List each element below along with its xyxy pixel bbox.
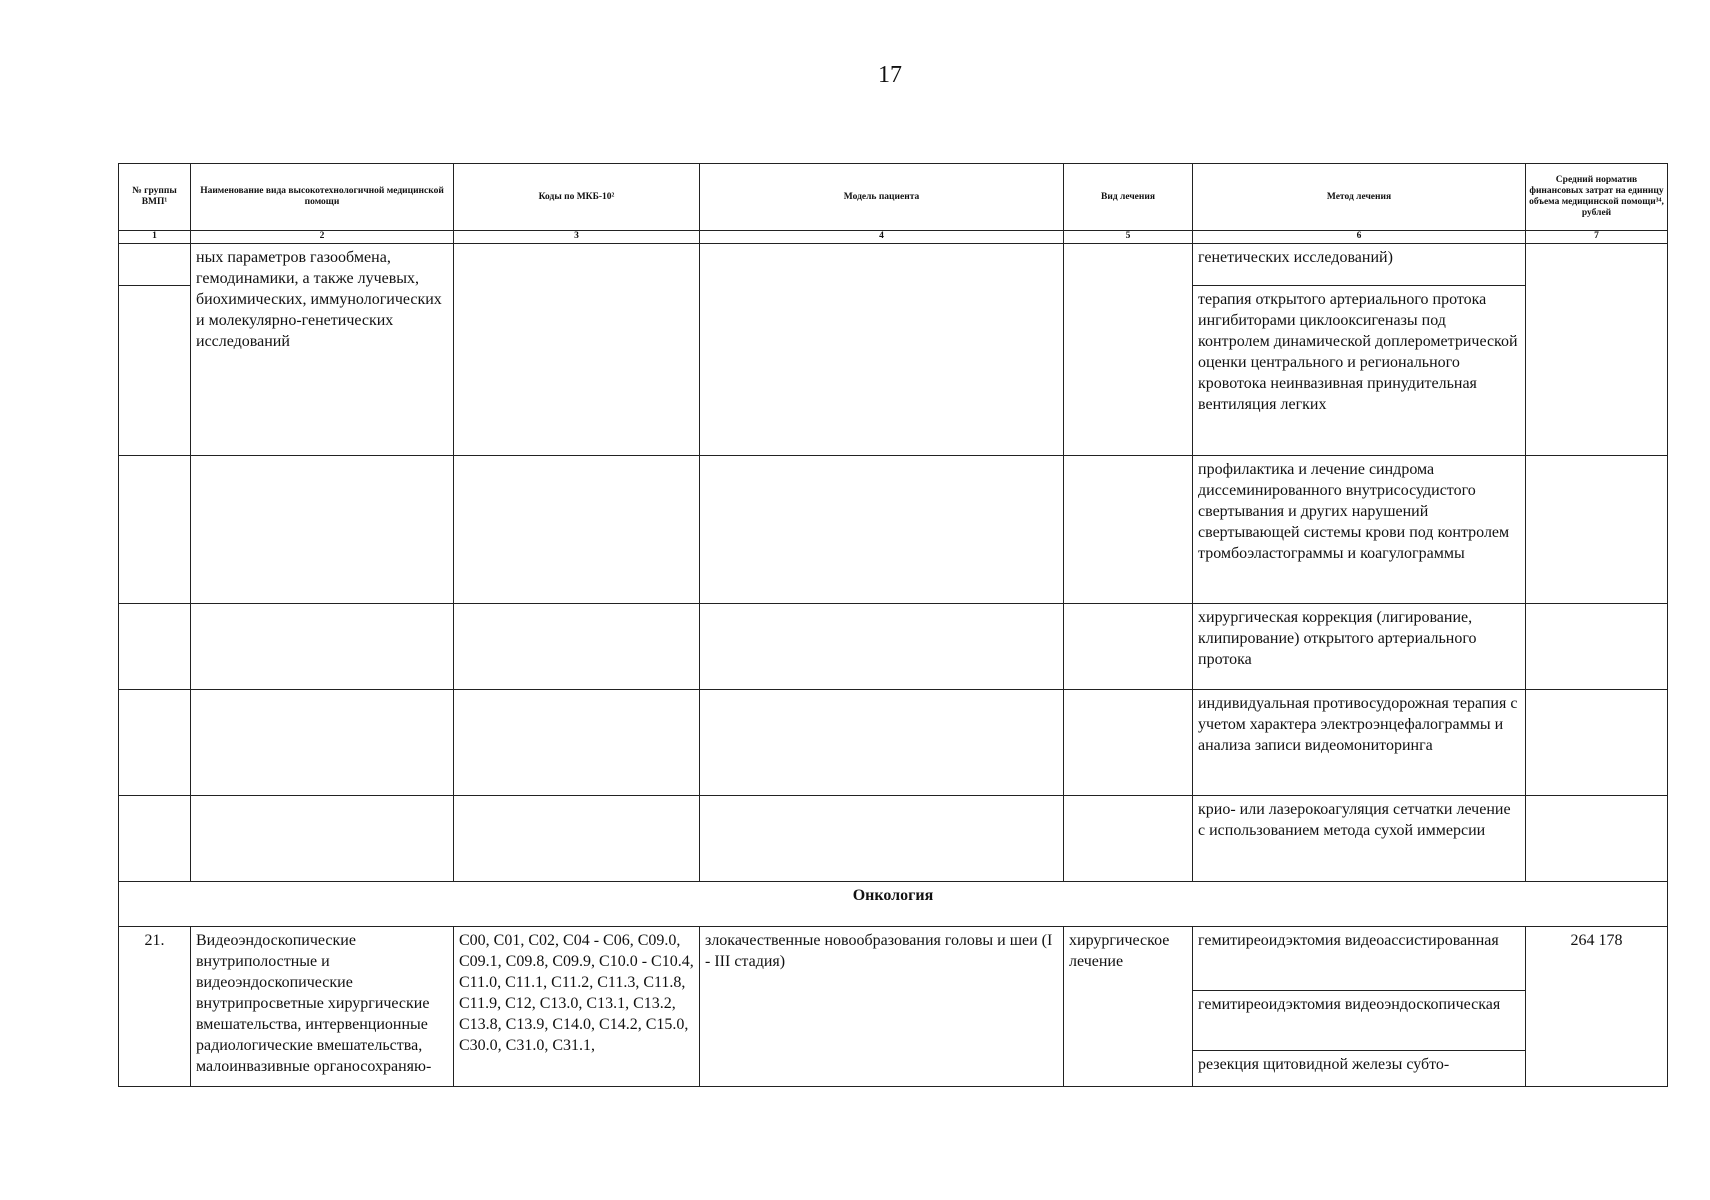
group-number: 21. — [119, 927, 191, 1087]
column-number: 7 — [1526, 231, 1668, 244]
header-name: Наименование вида высокотехнологичной медицинской помощи — [191, 164, 454, 231]
method-cell: гемитиреоидэктомия видеоассистированная — [1193, 927, 1526, 991]
method-cell: резекция щитовидной железы субто- — [1193, 1051, 1526, 1087]
header-row — [119, 164, 1668, 231]
page-number: 17 — [878, 62, 902, 88]
column-number: 6 — [1193, 231, 1526, 244]
method-cell: гемитиреоидэктомия видеоэндоскопическая — [1193, 991, 1526, 1051]
column-number: 1 — [119, 231, 191, 244]
cost-value: 264 178 — [1526, 927, 1668, 1087]
header-treatment-type: Вид лечения — [1064, 164, 1193, 231]
group-name: Видеоэндоскопические внутриполостные и видеоэндоскопические внутрипросветные хирургические вмешательства, интервенционные радиологические вмешательства, малоинвазивные органосохраняю- — [191, 927, 454, 1087]
table-row — [119, 604, 1668, 690]
column-number: 3 — [454, 231, 700, 244]
column-number: 2 — [191, 231, 454, 244]
icd-codes: C00, C01, C02, C04 - C06, C09.0, C09.1, C09.8, C09.9, C10.0 - C10.4, C11.0, C11.1, C11.2, C11.3, C11.8, C11.9, C12, C13.0, C13.1, C13.2, C13.8, C13.9, C14.0, C14.2, C15.0, C30.0, C31.0, C31.1, — [454, 927, 700, 1087]
method-cell: профилактика и лечение синдрома диссеминированного внутрисосудистого свертывания и других нарушений свертывающей системы крови под контролем тромбоэластограммы и коагулограммы — [1193, 456, 1526, 604]
vmp-table — [118, 163, 1668, 1087]
header-treatment-method: Метод лечения — [1193, 164, 1526, 231]
header-icd-codes: Коды по МКБ-10² — [454, 164, 700, 231]
header-group-number: № группы ВМП¹ — [119, 164, 191, 231]
table-row — [119, 796, 1668, 882]
header-cost: Средний норматив финансовых затрат на единицу объема медицинской помощи³⁴, рублей — [1526, 164, 1668, 231]
table-row — [119, 690, 1668, 796]
column-number: 4 — [700, 231, 1064, 244]
method-cell: хирургическая коррекция (лигирование, клипирование) открытого артериального протока — [1193, 604, 1526, 690]
treatment-type: хирургическое лечение — [1064, 927, 1193, 1087]
table-row — [119, 927, 1668, 991]
section-row — [119, 882, 1668, 927]
column-number: 5 — [1064, 231, 1193, 244]
table-row — [119, 456, 1668, 604]
method-cell: терапия открытого артериального протока ингибиторами циклооксигеназы под контролем динамической доплерометрической оценки центрального и регионального кровотока неинвазивная принудительная вентиляция легких — [1193, 286, 1526, 456]
patient-model: злокачественные новообразования головы и шеи (I - III стадия) — [700, 927, 1064, 1087]
section-title: Онкология — [119, 882, 1668, 927]
continued-name: ных параметров газообмена, гемодинамики, а также лучевых, биохимических, иммунологических и молекулярно-генетических исследований — [191, 244, 454, 456]
method-cell: крио- или лазерокоагуляция сетчатки лечение с использованием метода сухой иммерсии — [1193, 796, 1526, 882]
method-cell: генетических исследований) — [1193, 244, 1526, 286]
column-number-row — [119, 231, 1668, 244]
table-row — [119, 244, 1668, 286]
method-cell: индивидуальная противосудорожная терапия с учетом характера электроэнцефалограммы и анализа записи видеомониторинга — [1193, 690, 1526, 796]
header-patient-model: Модель пациента — [700, 164, 1064, 231]
